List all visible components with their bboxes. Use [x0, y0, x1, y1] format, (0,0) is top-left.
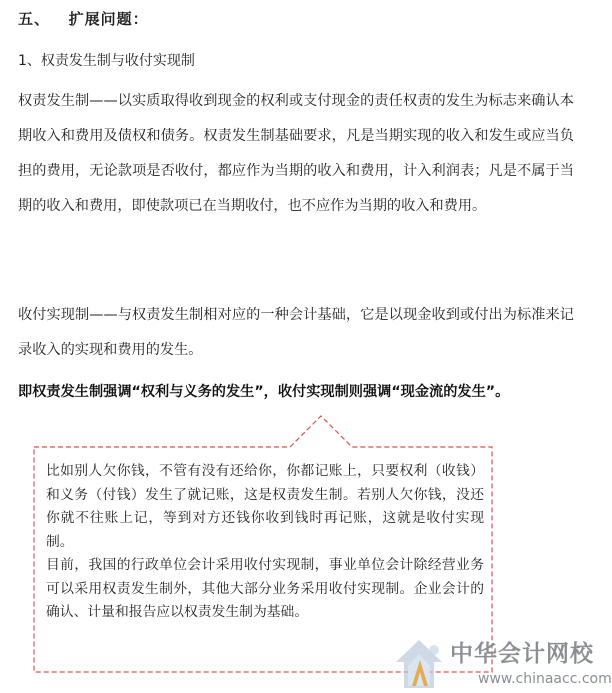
watermark-name: 中华会计网校 — [450, 641, 594, 667]
watermark-url: www.chinaacc.com — [478, 671, 612, 687]
callout-current-practice-paragraph: 目前，我国的行政单位会计采用收付实现制，事业单位会计除经营业务可以采用权责发生制外，其他大部分业务采用收付实现制。企业会计的确认、计量和报告应以权责发生制为基础。 — [46, 557, 484, 620]
chinaacc-logo-icon — [390, 636, 448, 693]
section-heading: 五、 扩展问题： — [18, 10, 149, 28]
watermark — [390, 636, 612, 693]
cash-basis-paragraph: 收付实现制——与权责发生制相对应的一种会计基础，它是以现金收到或付出为标准来记录收入的实现和费用的发生。 — [18, 307, 574, 358]
accrual-basis-paragraph: 权责发生制——以实质取得收到现金的权利或支付现金的责任权责的发生为标志来确认本期收入和费用及债权和债务。权责发生制基础要求，凡是当期实现的收入和发生或应当负担的费用，无论款项是否收付，都应作为当期的收入和费用，计入利润表；凡是不属于当期的收入和费用，即使款项已在当期收付，也不应作为当期的收入和费用。 — [18, 93, 574, 214]
sub-heading: 1、权责发生制与收付实现制 — [18, 53, 195, 69]
callout-example-paragraph: 比如别人欠你钱，不管有没有还给你，你都记账上，只要权利（收钱）和义务（付钱）发生了就记账，这是权责发生制。若别人欠你钱，没还你就不往账上记，等到对方还钱你收到钱时再记账，这就是收付实现制。 — [46, 463, 484, 550]
callout-text — [46, 460, 484, 625]
emphasis-summary: 即权责发生制强调“权利与义务的发生”，收付实现制则强调“现金流的发生”。 — [18, 384, 510, 400]
